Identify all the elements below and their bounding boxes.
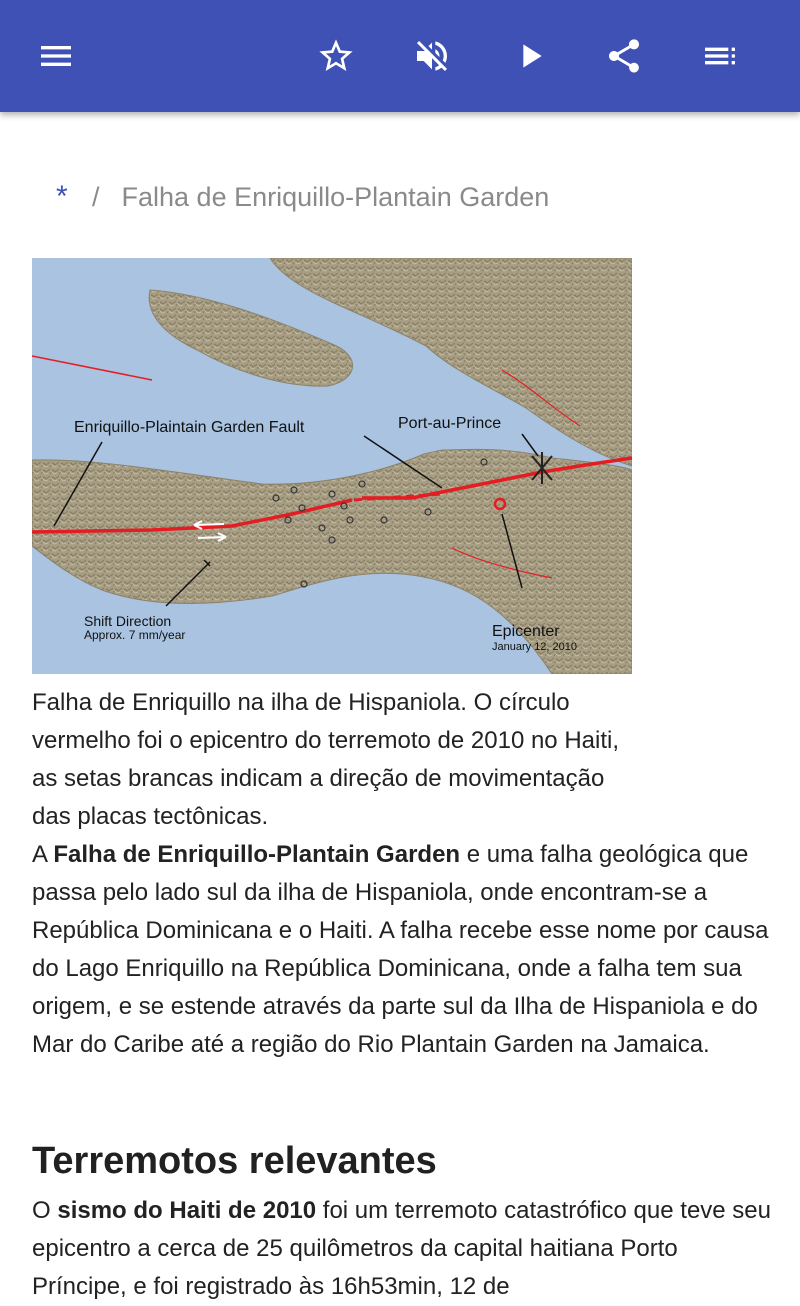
section-heading: Terremotos relevantes — [32, 1140, 437, 1182]
city-label: Port-au-Prince — [398, 415, 502, 432]
app-bar — [0, 0, 800, 112]
intro-paragraph — [32, 836, 772, 1064]
breadcrumb-separator: / — [92, 182, 100, 212]
list-icon — [700, 36, 740, 76]
section-paragraph — [32, 1192, 772, 1306]
play-button[interactable] — [498, 24, 562, 88]
menu-icon — [36, 36, 76, 76]
breadcrumb — [56, 180, 549, 214]
favorite-button[interactable] — [304, 24, 368, 88]
paragraph-text: foi um terremoto catastrófico que teve seu epicentro a cerca de 25 quilômetros da capital haitiana Porto Príncipe, e foi registrado às 16h53min, 12 de — [32, 1197, 771, 1300]
paragraph-text: A — [32, 841, 54, 868]
breadcrumb-home-link[interactable]: * — [56, 180, 68, 213]
paragraph-text: e uma falha geológica que passa pelo lado sul da ilha de Hispaniola, onde encontram-se a República Dominicana e o Haiti. A falha recebe esse nome por causa do Lago Enriquillo na República Dominicana, onde a falha tem sua origem, e se estende através da parte sul da Ilha de Hispaniola e do Mar do Caribe até a região do Rio Plantain Garden na Jamaica. — [32, 841, 769, 1058]
epicenter-date-label: January 12, 2010 — [492, 641, 578, 653]
play-icon — [510, 36, 550, 76]
menu-button[interactable] — [24, 24, 88, 88]
share-icon — [604, 36, 644, 76]
figure-caption: Falha de Enriquillo na ilha de Hispaniola. O círculo vermelho foi o epicentro do terremoto de 2010 no Haiti, as setas brancas indicam a direção de movimentação das placas tectônicas. — [32, 689, 620, 830]
table-of-contents-button[interactable] — [688, 24, 752, 88]
shift-rate-label: Approx. 7 mm/year — [84, 628, 186, 642]
mute-button[interactable] — [400, 24, 464, 88]
fault-map-image[interactable] — [32, 258, 632, 674]
paragraph-text: O — [32, 1197, 58, 1224]
shift-direction-label: Shift Direction — [84, 613, 172, 629]
fault-label: Enriquillo-Plaintain Garden Fault — [74, 419, 305, 436]
epicenter-label: Epicenter — [492, 623, 560, 640]
earthquake-link-bold[interactable]: sismo do Haiti de 2010 — [57, 1197, 317, 1224]
volume-off-icon — [412, 36, 452, 76]
star-outline-icon — [316, 36, 356, 76]
share-button[interactable] — [592, 24, 656, 88]
breadcrumb-current: Falha de Enriquillo-Plantain Garden — [121, 182, 550, 212]
article-title-bold: Falha de Enriquillo-Plantain Garden — [53, 841, 461, 868]
